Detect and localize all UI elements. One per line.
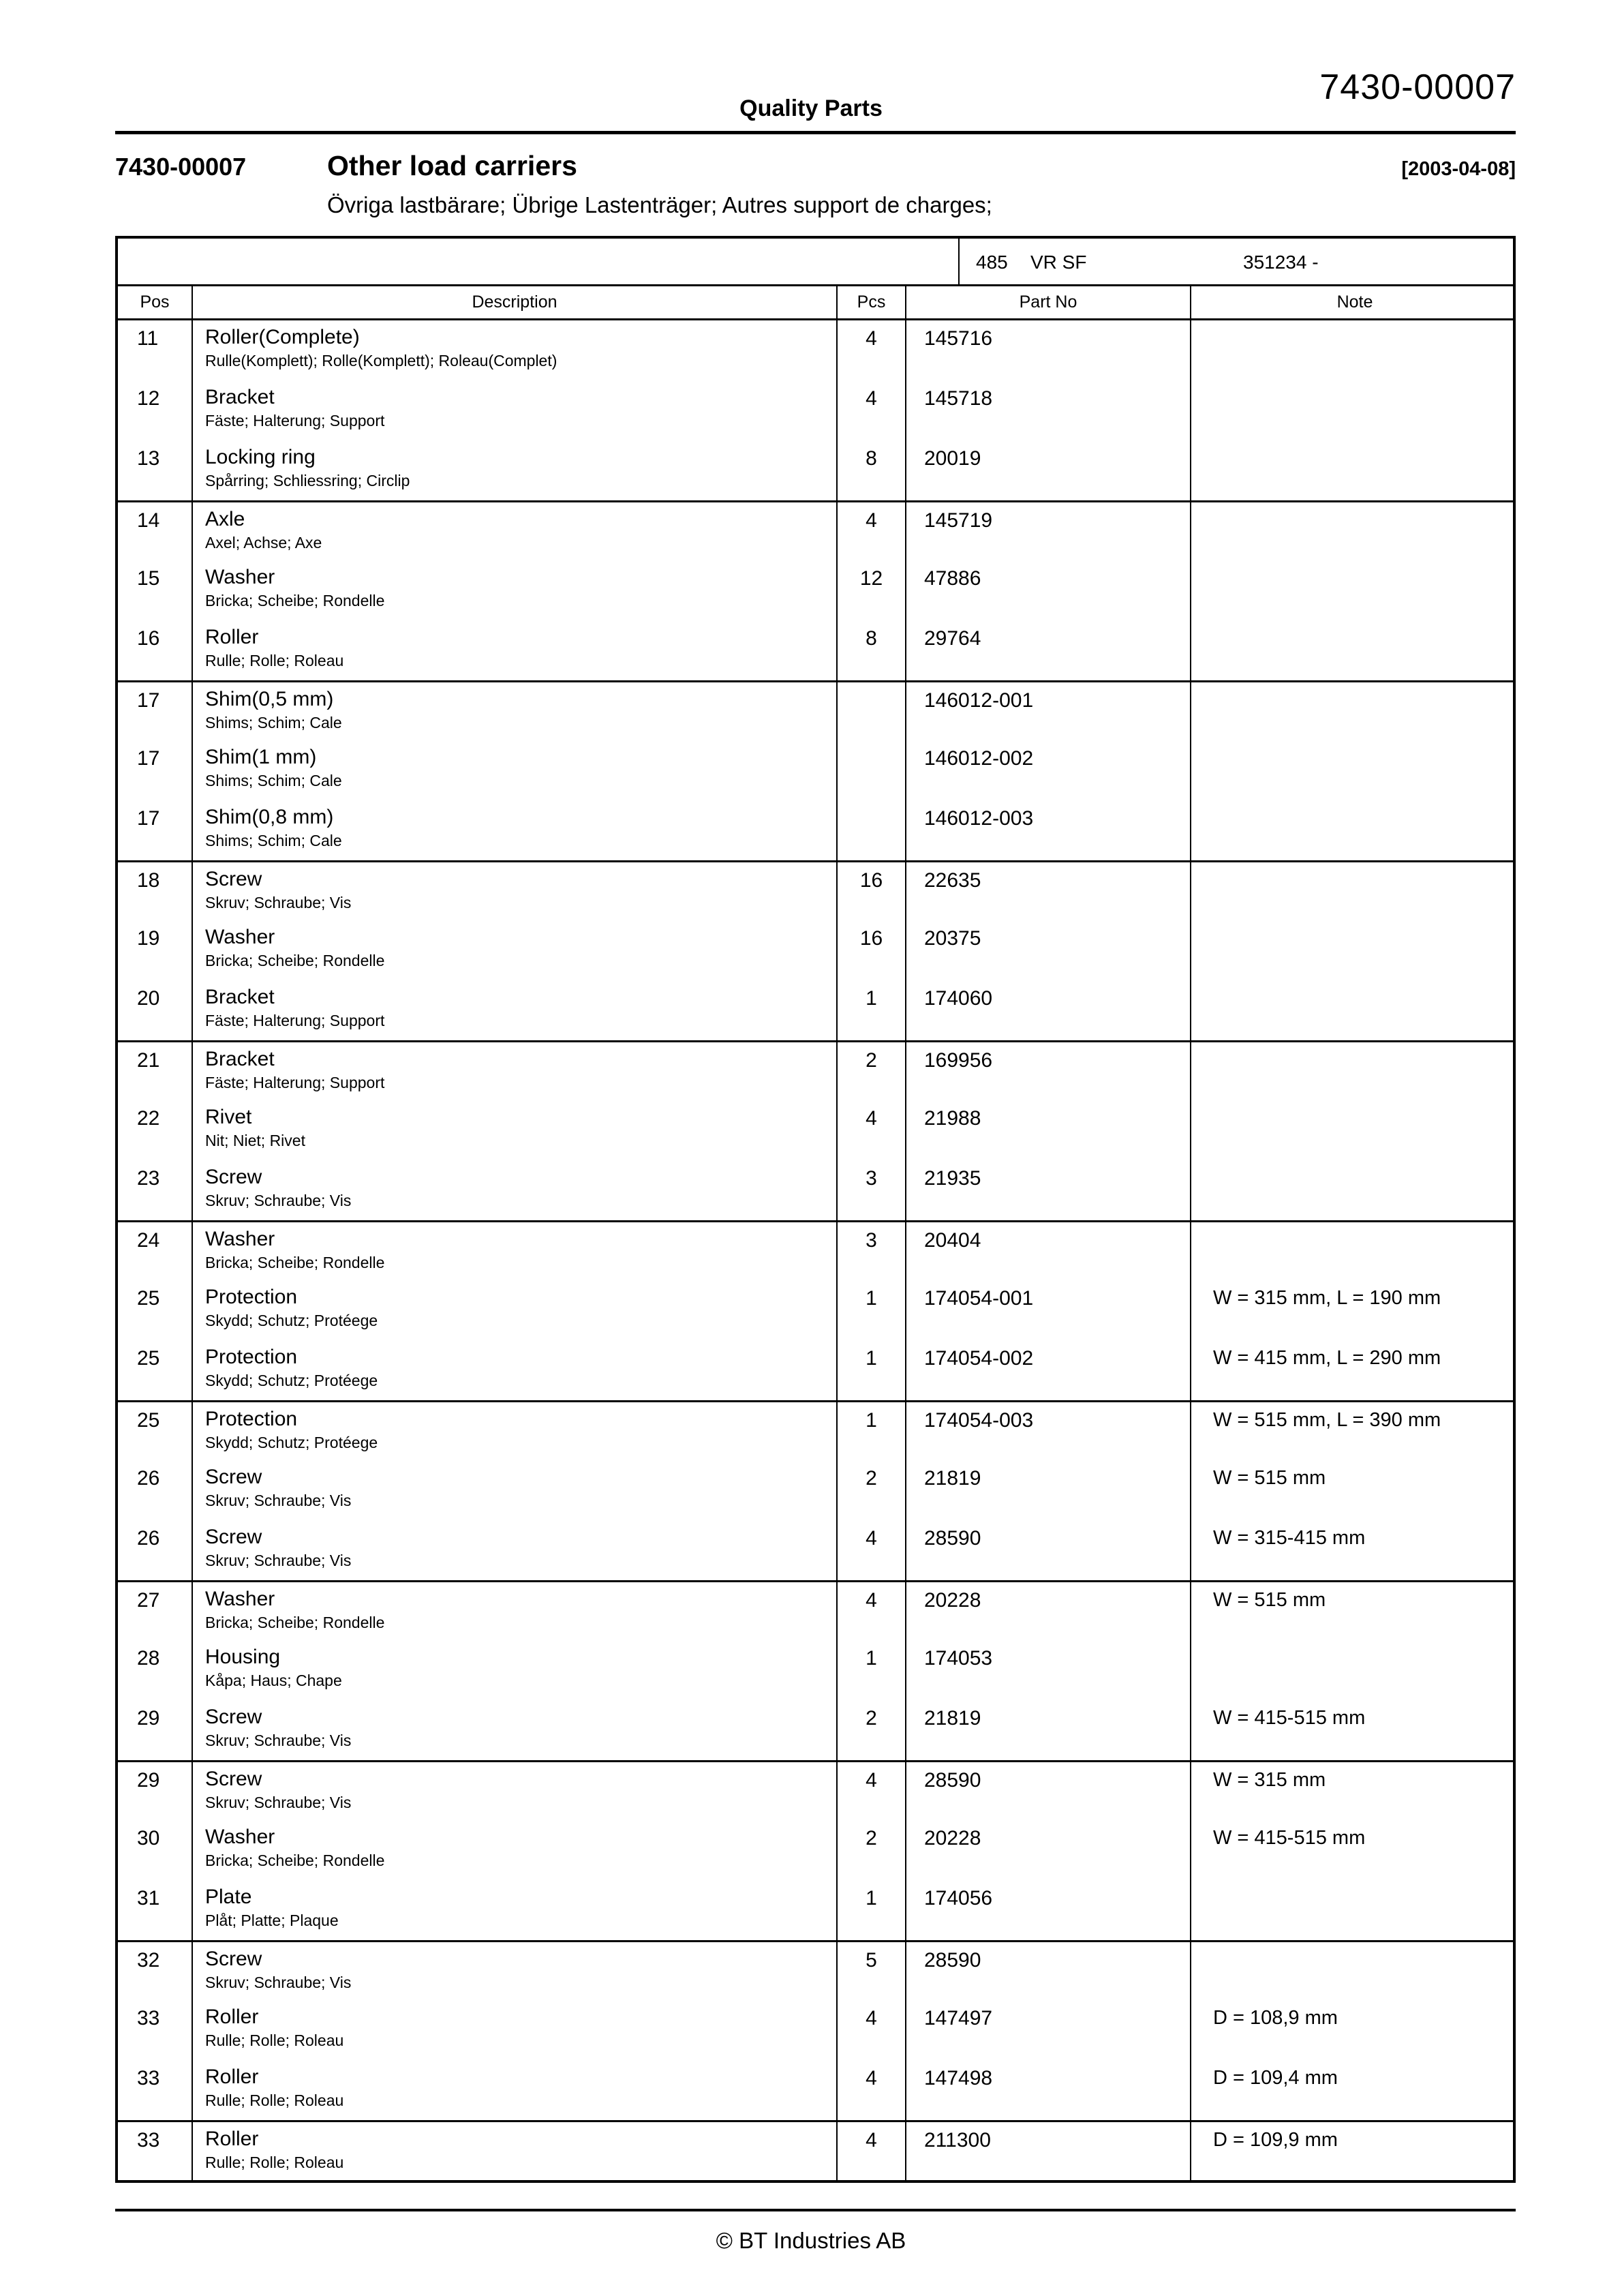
row-pcs: 8 (836, 620, 905, 680)
table-row (118, 740, 1513, 800)
row-description: Plate (205, 1886, 252, 1908)
row-part-no: 21819 (905, 1460, 1190, 1520)
row-note: W = 315-415 mm (1190, 1520, 1518, 1580)
row-description-translations: Shims; Schim; Cale (205, 832, 342, 849)
table-row (118, 1700, 1513, 1760)
row-description-cell (192, 1280, 836, 1340)
row-description-cell (192, 1762, 836, 1820)
row-description: Protection (205, 1286, 298, 1308)
row-description-cell (192, 740, 836, 800)
footer-divider (115, 2209, 1516, 2211)
row-description: Roller (205, 2128, 259, 2150)
row-part-no: 22635 (905, 862, 1190, 920)
row-pos: 14 (137, 509, 160, 532)
row-description-cell (192, 2000, 836, 2060)
row-description-translations: Skruv; Schraube; Vis (205, 1732, 352, 1749)
column-header-pcs: Pcs (836, 286, 905, 318)
row-description-translations: Bricka; Scheibe; Rondelle (205, 592, 385, 609)
row-description-cell (192, 440, 836, 500)
row-pos: 25 (137, 1347, 160, 1370)
row-note (1190, 682, 1518, 740)
row-note: W = 315 mm, L = 190 mm (1190, 1280, 1518, 1340)
row-description-cell (192, 1942, 836, 2000)
row-description-translations: Bricka; Scheibe; Rondelle (205, 952, 385, 969)
table-row (118, 320, 1513, 380)
table-row (118, 1340, 1513, 1400)
row-note (1190, 1942, 1518, 2000)
row-description: Washer (205, 926, 275, 948)
row-description-translations: Rulle; Rolle; Roleau (205, 2031, 344, 2049)
row-pos: 26 (137, 1467, 160, 1490)
page-header-title: Quality Parts (739, 95, 883, 121)
row-part-no: 146012-001 (905, 682, 1190, 740)
row-description-cell (192, 620, 836, 680)
table-row (118, 620, 1513, 680)
row-description-translations: Skruv; Schraube; Vis (205, 1974, 352, 1991)
row-description-translations: Skruv; Schraube; Vis (205, 894, 352, 911)
table-row (118, 1280, 1513, 1340)
row-description: Washer (205, 1228, 275, 1250)
row-part-no: 174053 (905, 1640, 1190, 1700)
row-description-cell (192, 380, 836, 440)
row-description-translations: Spårring; Schliessring; Circlip (205, 472, 410, 489)
table-row (118, 1040, 1513, 1100)
meta-serial-range: 351234 - (1243, 252, 1319, 273)
row-part-no: 20375 (905, 920, 1190, 980)
row-description-translations: Rulle; Rolle; Roleau (205, 652, 344, 669)
row-pcs: 5 (836, 1942, 905, 2000)
row-description: Bracket (205, 986, 275, 1008)
row-note (1190, 1042, 1518, 1100)
row-note (1190, 800, 1518, 860)
row-description: Locking ring (205, 446, 316, 468)
table-row (118, 1820, 1513, 1880)
row-pcs: 4 (836, 1582, 905, 1640)
row-pcs: 12 (836, 560, 905, 620)
table-row (118, 2120, 1513, 2180)
row-note: D = 108,9 mm (1190, 2000, 1518, 2060)
row-description-translations: Rulle; Rolle; Roleau (205, 2154, 344, 2171)
row-pcs (836, 800, 905, 860)
row-description-translations: Bricka; Scheibe; Rondelle (205, 1852, 385, 1869)
row-description-cell (192, 1640, 836, 1700)
row-note (1190, 380, 1518, 440)
table-row (118, 680, 1513, 740)
row-pos: 21 (137, 1049, 160, 1072)
row-description-translations: Nit; Niet; Rivet (205, 1132, 305, 1149)
row-description: Protection (205, 1408, 298, 1430)
row-note: W = 315 mm (1190, 1762, 1518, 1820)
row-note: D = 109,4 mm (1190, 2060, 1518, 2120)
row-note (1190, 1222, 1518, 1280)
row-pos: 19 (137, 927, 160, 950)
table-row (118, 1460, 1513, 1520)
row-description: Screw (205, 1706, 262, 1728)
table-row (118, 1760, 1513, 1820)
row-note (1190, 1640, 1518, 1700)
row-note: W = 515 mm (1190, 1460, 1518, 1520)
row-pos: 22 (137, 1107, 160, 1130)
row-pcs: 1 (836, 1280, 905, 1340)
row-description-cell (192, 2122, 836, 2180)
table-row (118, 1880, 1513, 1940)
table-row (118, 1940, 1513, 2000)
row-part-no: 20228 (905, 1820, 1190, 1880)
row-pcs: 2 (836, 1460, 905, 1520)
row-note: W = 515 mm (1190, 1582, 1518, 1640)
row-pcs: 1 (836, 1340, 905, 1400)
row-pcs: 2 (836, 1042, 905, 1100)
row-part-no: 20404 (905, 1222, 1190, 1280)
row-pcs: 3 (836, 1222, 905, 1280)
row-part-no: 145718 (905, 380, 1190, 440)
row-note (1190, 980, 1518, 1040)
row-pcs: 1 (836, 1640, 905, 1700)
column-header-pos: Pos (140, 292, 170, 312)
row-note (1190, 740, 1518, 800)
footer-copyright: © BT Industries AB (716, 2228, 906, 2253)
row-pos: 16 (137, 627, 160, 650)
row-pos: 33 (137, 2129, 160, 2151)
row-part-no: 28590 (905, 1762, 1190, 1820)
row-pcs: 4 (836, 2000, 905, 2060)
row-description-translations: Bricka; Scheibe; Rondelle (205, 1614, 385, 1631)
row-pos: 32 (137, 1949, 160, 1972)
row-description-cell (192, 862, 836, 920)
row-pos: 28 (137, 1647, 160, 1670)
row-pos: 17 (137, 689, 160, 712)
row-description-translations: Rulle(Komplett); Rolle(Komplett); Roleau(Complet) (205, 352, 557, 369)
row-description: Washer (205, 1826, 275, 1848)
row-pos: 18 (137, 869, 160, 892)
row-description-cell (192, 980, 836, 1040)
row-pcs (836, 682, 905, 740)
row-description-translations: Skruv; Schraube; Vis (205, 1552, 352, 1569)
row-part-no: 169956 (905, 1042, 1190, 1100)
table-row (118, 980, 1513, 1040)
table-row (118, 2000, 1513, 2060)
row-part-no: 174054-002 (905, 1340, 1190, 1400)
row-description-translations: Fäste; Halterung; Support (205, 1074, 385, 1091)
column-header-description: Description (192, 286, 836, 318)
row-pcs: 4 (836, 1100, 905, 1160)
row-note (1190, 1160, 1518, 1220)
row-description-translations: Skydd; Schutz; Protéege (205, 1434, 378, 1451)
document-date: [2003-04-08] (1401, 158, 1516, 180)
page-subtitle: Övriga lastbärare; Übrige Lastenträger; Autres support de charges; (327, 192, 992, 217)
row-part-no: 20019 (905, 440, 1190, 500)
row-description: Roller (205, 626, 259, 648)
row-pos: 24 (137, 1229, 160, 1252)
row-note (1190, 502, 1518, 560)
row-description-cell (192, 1222, 836, 1280)
row-part-no: 21988 (905, 1100, 1190, 1160)
row-note: W = 415 mm, L = 290 mm (1190, 1340, 1518, 1400)
row-pcs: 1 (836, 980, 905, 1040)
row-pcs: 4 (836, 1520, 905, 1580)
row-pcs: 4 (836, 502, 905, 560)
table-row (118, 560, 1513, 620)
row-part-no: 147497 (905, 2000, 1190, 2060)
table-meta-row (118, 239, 1513, 286)
row-part-no: 174054-001 (905, 1280, 1190, 1340)
row-pos: 30 (137, 1827, 160, 1849)
row-description-translations: Skruv; Schraube; Vis (205, 1492, 352, 1509)
row-pos: 11 (137, 327, 159, 350)
row-part-no: 28590 (905, 1520, 1190, 1580)
row-pcs: 4 (836, 2060, 905, 2120)
row-description-translations: Fäste; Halterung; Support (205, 412, 385, 429)
row-note (1190, 1880, 1518, 1940)
row-description-cell (192, 1100, 836, 1160)
table-row (118, 920, 1513, 980)
row-part-no: 29764 (905, 620, 1190, 680)
row-description-translations: Skydd; Schutz; Protéege (205, 1372, 378, 1389)
row-description: Shim(1 mm) (205, 746, 317, 768)
row-description-cell (192, 1820, 836, 1880)
row-pcs: 4 (836, 320, 905, 380)
table-row (118, 380, 1513, 440)
row-pos: 27 (137, 1589, 160, 1612)
row-part-no: 146012-002 (905, 740, 1190, 800)
row-pos: 20 (137, 987, 160, 1010)
row-note: W = 415-515 mm (1190, 1820, 1518, 1880)
row-description-cell (192, 682, 836, 740)
document-number: 7430-00007 (115, 153, 247, 181)
row-description: Bracket (205, 386, 275, 408)
row-note: W = 415-515 mm (1190, 1700, 1518, 1760)
row-description-translations: Skruv; Schraube; Vis (205, 1794, 352, 1811)
row-pos: 33 (137, 2007, 160, 2029)
row-description: Screw (205, 1526, 262, 1548)
meta-code: 485 (976, 252, 1008, 273)
row-description-cell (192, 320, 836, 380)
row-description-cell (192, 1340, 836, 1400)
row-pos: 26 (137, 1527, 160, 1550)
row-description: Shim(0,5 mm) (205, 688, 334, 710)
row-description-translations: Plåt; Platte; Plaque (205, 1912, 339, 1929)
row-part-no: 47886 (905, 560, 1190, 620)
row-pos: 25 (137, 1409, 160, 1432)
row-description-cell (192, 1460, 836, 1520)
row-note (1190, 560, 1518, 620)
table-row (118, 1220, 1513, 1280)
row-description-translations: Skydd; Schutz; Protéege (205, 1312, 378, 1329)
row-description: Shim(0,8 mm) (205, 806, 334, 828)
row-pos: 12 (137, 387, 160, 410)
row-description-cell (192, 560, 836, 620)
row-description: Housing (205, 1646, 281, 1668)
row-description-cell (192, 2060, 836, 2120)
row-pcs: 4 (836, 380, 905, 440)
parts-table (115, 236, 1516, 2183)
row-description: Screw (205, 1948, 262, 1970)
meta-model: VR SF (1030, 252, 1087, 273)
row-description: Roller (205, 2006, 259, 2028)
table-row (118, 1520, 1513, 1580)
row-description-translations: Axel; Achse; Axe (205, 534, 322, 552)
row-description-cell (192, 1402, 836, 1460)
row-pcs: 16 (836, 920, 905, 980)
row-description-cell (192, 1520, 836, 1580)
row-part-no: 211300 (905, 2122, 1190, 2180)
row-pcs (836, 740, 905, 800)
table-row (118, 440, 1513, 500)
row-description: Screw (205, 868, 262, 890)
row-part-no: 174060 (905, 980, 1190, 1040)
row-part-no: 28590 (905, 1942, 1190, 2000)
column-header-note: Note (1190, 286, 1518, 318)
row-description-cell (192, 1880, 836, 1940)
row-description-cell (192, 1042, 836, 1100)
row-pcs: 2 (836, 1700, 905, 1760)
table-row (118, 500, 1513, 560)
row-description: Screw (205, 1166, 262, 1188)
row-pos: 25 (137, 1287, 160, 1310)
row-part-no: 146012-003 (905, 800, 1190, 860)
row-description-cell (192, 920, 836, 980)
row-description-translations: Skruv; Schraube; Vis (205, 1192, 352, 1209)
row-pos: 33 (137, 2067, 160, 2089)
row-description: Axle (205, 508, 245, 530)
row-description-cell (192, 502, 836, 560)
row-note (1190, 620, 1518, 680)
row-note (1190, 1100, 1518, 1160)
row-description-translations: Shims; Schim; Cale (205, 772, 342, 789)
page-header-doc-number: 7430-00007 (1319, 67, 1516, 107)
row-pos: 23 (137, 1167, 160, 1190)
row-part-no: 20228 (905, 1582, 1190, 1640)
row-note: W = 515 mm, L = 390 mm (1190, 1402, 1518, 1460)
row-note (1190, 320, 1518, 380)
row-pos: 15 (137, 567, 160, 590)
row-note (1190, 440, 1518, 500)
table-row (118, 2060, 1513, 2120)
row-part-no: 147498 (905, 2060, 1190, 2120)
row-pos: 31 (137, 1887, 160, 1909)
row-part-no: 145716 (905, 320, 1190, 380)
row-description: Rivet (205, 1106, 252, 1128)
row-description: Roller (205, 2066, 259, 2088)
parts-table-body (118, 320, 1513, 2180)
row-part-no: 21935 (905, 1160, 1190, 1220)
row-description-cell (192, 1700, 836, 1760)
row-part-no: 21819 (905, 1700, 1190, 1760)
row-description-cell (192, 1160, 836, 1220)
table-row (118, 1580, 1513, 1640)
row-note (1190, 862, 1518, 920)
row-description: Bracket (205, 1048, 275, 1070)
row-note: D = 109,9 mm (1190, 2122, 1518, 2180)
row-description: Screw (205, 1768, 262, 1790)
column-header-part-no: Part No (905, 286, 1190, 318)
table-row (118, 800, 1513, 860)
row-part-no: 145719 (905, 502, 1190, 560)
row-description: Washer (205, 566, 275, 588)
meta-divider (958, 239, 960, 284)
row-description: Washer (205, 1588, 275, 1610)
row-pcs: 1 (836, 1402, 905, 1460)
row-description-translations: Bricka; Scheibe; Rondelle (205, 1254, 385, 1271)
row-pos: 13 (137, 447, 160, 470)
row-pcs: 8 (836, 440, 905, 500)
row-description: Screw (205, 1466, 262, 1488)
row-note (1190, 920, 1518, 980)
row-pcs: 4 (836, 2122, 905, 2180)
row-description-translations: Fäste; Halterung; Support (205, 1012, 385, 1029)
table-row (118, 1640, 1513, 1700)
row-pcs: 4 (836, 1762, 905, 1820)
row-pos: 29 (137, 1707, 160, 1729)
row-part-no: 174054-003 (905, 1402, 1190, 1460)
table-row (118, 860, 1513, 920)
row-description-cell (192, 800, 836, 860)
table-row (118, 1400, 1513, 1460)
table-row (118, 1100, 1513, 1160)
row-pcs: 1 (836, 1880, 905, 1940)
row-part-no: 174056 (905, 1880, 1190, 1940)
row-pos: 29 (137, 1769, 160, 1792)
row-description: Roller(Complete) (205, 326, 360, 348)
page-title: Other load carriers (327, 150, 577, 181)
row-description-translations: Kåpa; Haus; Chape (205, 1672, 342, 1689)
row-description: Protection (205, 1346, 298, 1368)
header-divider (115, 131, 1516, 134)
row-pos: 17 (137, 747, 160, 770)
row-pos: 17 (137, 807, 160, 830)
row-pcs: 2 (836, 1820, 905, 1880)
table-row (118, 1160, 1513, 1220)
row-description-translations: Rulle; Rolle; Roleau (205, 2091, 344, 2109)
table-column-headers (118, 286, 1513, 320)
row-pcs: 16 (836, 862, 905, 920)
row-pcs: 3 (836, 1160, 905, 1220)
row-description-cell (192, 1582, 836, 1640)
row-description-translations: Shims; Schim; Cale (205, 714, 342, 731)
